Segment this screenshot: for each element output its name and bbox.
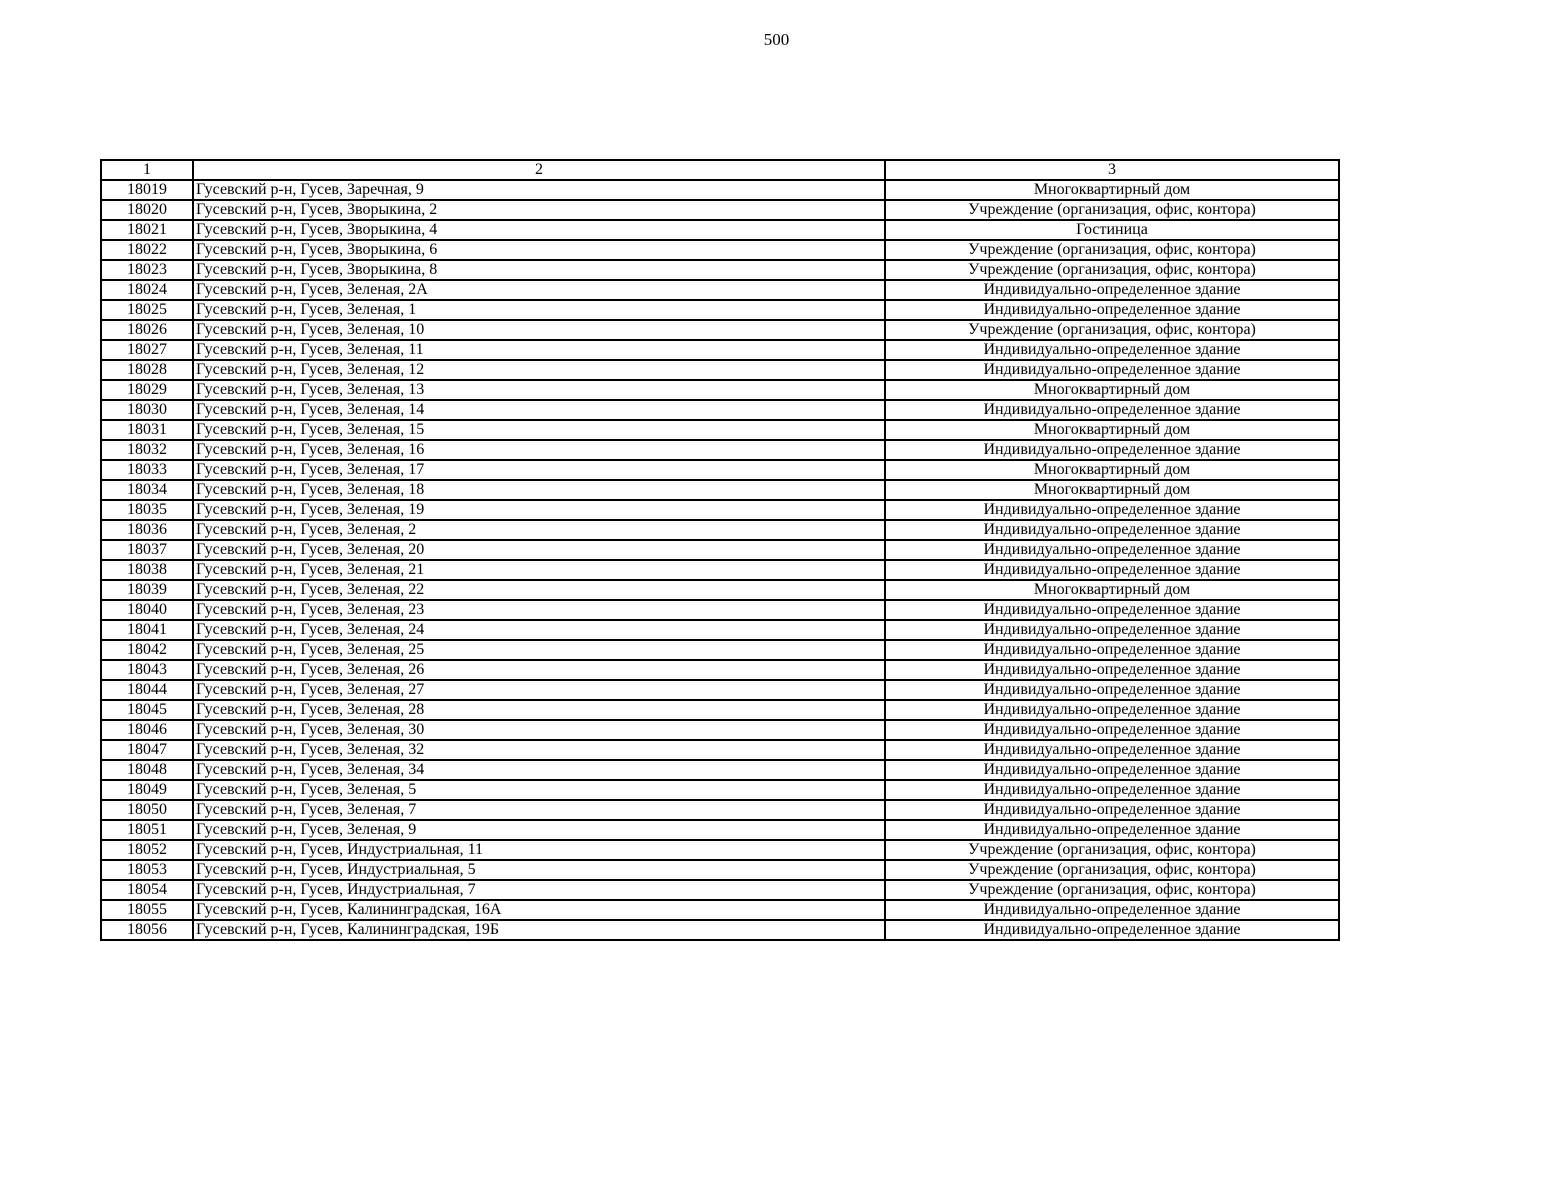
address-cell: Гусевский р-н, Гусев, Зеленая, 1 [193, 300, 885, 320]
registry-table [100, 159, 1340, 941]
building-type-cell: Гостиница [885, 220, 1339, 240]
address-cell: Гусевский р-н, Гусев, Зеленая, 12 [193, 360, 885, 380]
address-cell: Гусевский р-н, Гусев, Зеленая, 17 [193, 460, 885, 480]
table-row [101, 760, 1339, 780]
table-row [101, 560, 1339, 580]
table-row [101, 540, 1339, 560]
address-cell: Гусевский р-н, Гусев, Зеленая, 13 [193, 380, 885, 400]
address-cell: Гусевский р-н, Гусев, Калининградская, 19Б [193, 920, 885, 940]
address-cell: Гусевский р-н, Гусев, Зеленая, 9 [193, 820, 885, 840]
row-number-cell: 18035 [101, 500, 193, 520]
row-number-cell: 18051 [101, 820, 193, 840]
table-row [101, 800, 1339, 820]
address-cell: Гусевский р-н, Гусев, Зеленая, 19 [193, 500, 885, 520]
address-cell: Гусевский р-н, Гусев, Индустриальная, 7 [193, 880, 885, 900]
building-type-cell: Учреждение (организация, офис, контора) [885, 320, 1339, 340]
table-row [101, 240, 1339, 260]
building-type-cell: Индивидуально-определенное здание [885, 560, 1339, 580]
building-type-cell: Индивидуально-определенное здание [885, 600, 1339, 620]
table-row [101, 860, 1339, 880]
building-type-cell: Учреждение (организация, офис, контора) [885, 840, 1339, 860]
column-header-2: 2 [193, 160, 885, 180]
address-cell: Гусевский р-н, Гусев, Зеленая, 11 [193, 340, 885, 360]
row-number-cell: 18034 [101, 480, 193, 500]
row-number-cell: 18054 [101, 880, 193, 900]
building-type-cell: Многоквартирный дом [885, 460, 1339, 480]
column-header-3: 3 [885, 160, 1339, 180]
table-row [101, 880, 1339, 900]
address-cell: Гусевский р-н, Гусев, Зеленая, 20 [193, 540, 885, 560]
row-number-cell: 18025 [101, 300, 193, 320]
building-type-cell: Индивидуально-определенное здание [885, 740, 1339, 760]
address-cell: Гусевский р-н, Гусев, Зеленая, 18 [193, 480, 885, 500]
building-type-cell: Индивидуально-определенное здание [885, 540, 1339, 560]
building-type-cell: Индивидуально-определенное здание [885, 440, 1339, 460]
building-type-cell: Индивидуально-определенное здание [885, 500, 1339, 520]
address-cell: Гусевский р-н, Гусев, Зеленая, 32 [193, 740, 885, 760]
building-type-cell: Индивидуально-определенное здание [885, 520, 1339, 540]
row-number-cell: 18023 [101, 260, 193, 280]
building-type-cell: Индивидуально-определенное здание [885, 920, 1339, 940]
table-row [101, 900, 1339, 920]
address-cell: Гусевский р-н, Гусев, Зворыкина, 4 [193, 220, 885, 240]
building-type-cell: Индивидуально-определенное здание [885, 660, 1339, 680]
table-row [101, 480, 1339, 500]
row-number-cell: 18049 [101, 780, 193, 800]
building-type-cell: Многоквартирный дом [885, 420, 1339, 440]
row-number-cell: 18037 [101, 540, 193, 560]
row-number-cell: 18047 [101, 740, 193, 760]
row-number-cell: 18020 [101, 200, 193, 220]
table-row [101, 620, 1339, 640]
building-type-cell: Учреждение (организация, офис, контора) [885, 860, 1339, 880]
building-type-cell: Многоквартирный дом [885, 380, 1339, 400]
table-row [101, 840, 1339, 860]
table-row [101, 380, 1339, 400]
row-number-cell: 18029 [101, 380, 193, 400]
building-type-cell: Учреждение (организация, офис, контора) [885, 200, 1339, 220]
address-cell: Гусевский р-н, Гусев, Зеленая, 24 [193, 620, 885, 640]
address-cell: Гусевский р-н, Гусев, Зеленая, 5 [193, 780, 885, 800]
address-cell: Гусевский р-н, Гусев, Зеленая, 15 [193, 420, 885, 440]
address-cell: Гусевский р-н, Гусев, Заречная, 9 [193, 180, 885, 200]
table-row [101, 520, 1339, 540]
address-cell: Гусевский р-н, Гусев, Зеленая, 14 [193, 400, 885, 420]
table-row [101, 600, 1339, 620]
table-row [101, 320, 1339, 340]
row-number-cell: 18052 [101, 840, 193, 860]
row-number-cell: 18044 [101, 680, 193, 700]
building-type-cell: Индивидуально-определенное здание [885, 300, 1339, 320]
address-cell: Гусевский р-н, Гусев, Зеленая, 34 [193, 760, 885, 780]
address-cell: Гусевский р-н, Гусев, Зеленая, 10 [193, 320, 885, 340]
building-type-cell: Индивидуально-определенное здание [885, 280, 1339, 300]
row-number-cell: 18036 [101, 520, 193, 540]
building-type-cell: Учреждение (организация, офис, контора) [885, 260, 1339, 280]
row-number-cell: 18028 [101, 360, 193, 380]
row-number-cell: 18046 [101, 720, 193, 740]
building-type-cell: Индивидуально-определенное здание [885, 360, 1339, 380]
row-number-cell: 18032 [101, 440, 193, 460]
table-body [101, 180, 1339, 940]
building-type-cell: Индивидуально-определенное здание [885, 820, 1339, 840]
row-number-cell: 18033 [101, 460, 193, 480]
table-row [101, 300, 1339, 320]
table-row [101, 260, 1339, 280]
table-row [101, 220, 1339, 240]
address-cell: Гусевский р-н, Гусев, Зеленая, 30 [193, 720, 885, 740]
table-row [101, 700, 1339, 720]
table-row [101, 500, 1339, 520]
address-cell: Гусевский р-н, Гусев, Индустриальная, 5 [193, 860, 885, 880]
address-cell: Гусевский р-н, Гусев, Зеленая, 26 [193, 660, 885, 680]
table-row [101, 740, 1339, 760]
row-number-cell: 18050 [101, 800, 193, 820]
row-number-cell: 18026 [101, 320, 193, 340]
table-row [101, 460, 1339, 480]
row-number-cell: 18024 [101, 280, 193, 300]
table-row [101, 340, 1339, 360]
row-number-cell: 18038 [101, 560, 193, 580]
row-number-cell: 18031 [101, 420, 193, 440]
address-cell: Гусевский р-н, Гусев, Зеленая, 7 [193, 800, 885, 820]
building-type-cell: Индивидуально-определенное здание [885, 720, 1339, 740]
building-type-cell: Индивидуально-определенное здание [885, 900, 1339, 920]
building-type-cell: Индивидуально-определенное здание [885, 340, 1339, 360]
address-cell: Гусевский р-н, Гусев, Зворыкина, 6 [193, 240, 885, 260]
table-row [101, 820, 1339, 840]
address-cell: Гусевский р-н, Гусев, Зеленая, 21 [193, 560, 885, 580]
table-row [101, 440, 1339, 460]
address-cell: Гусевский р-н, Гусев, Зеленая, 16 [193, 440, 885, 460]
address-cell: Гусевский р-н, Гусев, Зеленая, 22 [193, 580, 885, 600]
building-type-cell: Индивидуально-определенное здание [885, 780, 1339, 800]
table-row [101, 580, 1339, 600]
table-row [101, 720, 1339, 740]
header-row [101, 160, 1339, 180]
row-number-cell: 18027 [101, 340, 193, 360]
table-header [101, 160, 1339, 180]
address-cell: Гусевский р-н, Гусев, Зеленая, 2А [193, 280, 885, 300]
row-number-cell: 18048 [101, 760, 193, 780]
table-row [101, 660, 1339, 680]
table-row [101, 200, 1339, 220]
building-type-cell: Учреждение (организация, офис, контора) [885, 240, 1339, 260]
building-type-cell: Многоквартирный дом [885, 580, 1339, 600]
table-row [101, 920, 1339, 940]
table-row [101, 420, 1339, 440]
row-number-cell: 18019 [101, 180, 193, 200]
building-type-cell: Индивидуально-определенное здание [885, 620, 1339, 640]
building-type-cell: Учреждение (организация, офис, контора) [885, 880, 1339, 900]
page-number: 500 [763, 30, 790, 49]
row-number-cell: 18041 [101, 620, 193, 640]
building-type-cell: Индивидуально-определенное здание [885, 640, 1339, 660]
table-row [101, 400, 1339, 420]
address-cell: Гусевский р-н, Гусев, Калининградская, 16А [193, 900, 885, 920]
row-number-cell: 18040 [101, 600, 193, 620]
table-row [101, 640, 1339, 660]
building-type-cell: Индивидуально-определенное здание [885, 760, 1339, 780]
table-row [101, 780, 1339, 800]
address-cell: Гусевский р-н, Гусев, Зеленая, 28 [193, 700, 885, 720]
building-type-cell: Индивидуально-определенное здание [885, 800, 1339, 820]
address-cell: Гусевский р-н, Гусев, Зеленая, 25 [193, 640, 885, 660]
row-number-cell: 18022 [101, 240, 193, 260]
row-number-cell: 18056 [101, 920, 193, 940]
table-row [101, 360, 1339, 380]
row-number-cell: 18045 [101, 700, 193, 720]
address-cell: Гусевский р-н, Гусев, Зеленая, 27 [193, 680, 885, 700]
row-number-cell: 18021 [101, 220, 193, 240]
address-cell: Гусевский р-н, Гусев, Индустриальная, 11 [193, 840, 885, 860]
table-row [101, 680, 1339, 700]
row-number-cell: 18055 [101, 900, 193, 920]
address-cell: Гусевский р-н, Гусев, Зеленая, 2 [193, 520, 885, 540]
row-number-cell: 18030 [101, 400, 193, 420]
column-header-1: 1 [101, 160, 193, 180]
table-row [101, 180, 1339, 200]
address-cell: Гусевский р-н, Гусев, Зеленая, 23 [193, 600, 885, 620]
row-number-cell: 18042 [101, 640, 193, 660]
table-row [101, 280, 1339, 300]
building-type-cell: Индивидуально-определенное здание [885, 700, 1339, 720]
row-number-cell: 18053 [101, 860, 193, 880]
building-type-cell: Индивидуально-определенное здание [885, 680, 1339, 700]
row-number-cell: 18043 [101, 660, 193, 680]
row-number-cell: 18039 [101, 580, 193, 600]
address-cell: Гусевский р-н, Гусев, Зворыкина, 8 [193, 260, 885, 280]
building-type-cell: Многоквартирный дом [885, 480, 1339, 500]
building-type-cell: Индивидуально-определенное здание [885, 400, 1339, 420]
building-type-cell: Многоквартирный дом [885, 180, 1339, 200]
address-cell: Гусевский р-н, Гусев, Зворыкина, 2 [193, 200, 885, 220]
